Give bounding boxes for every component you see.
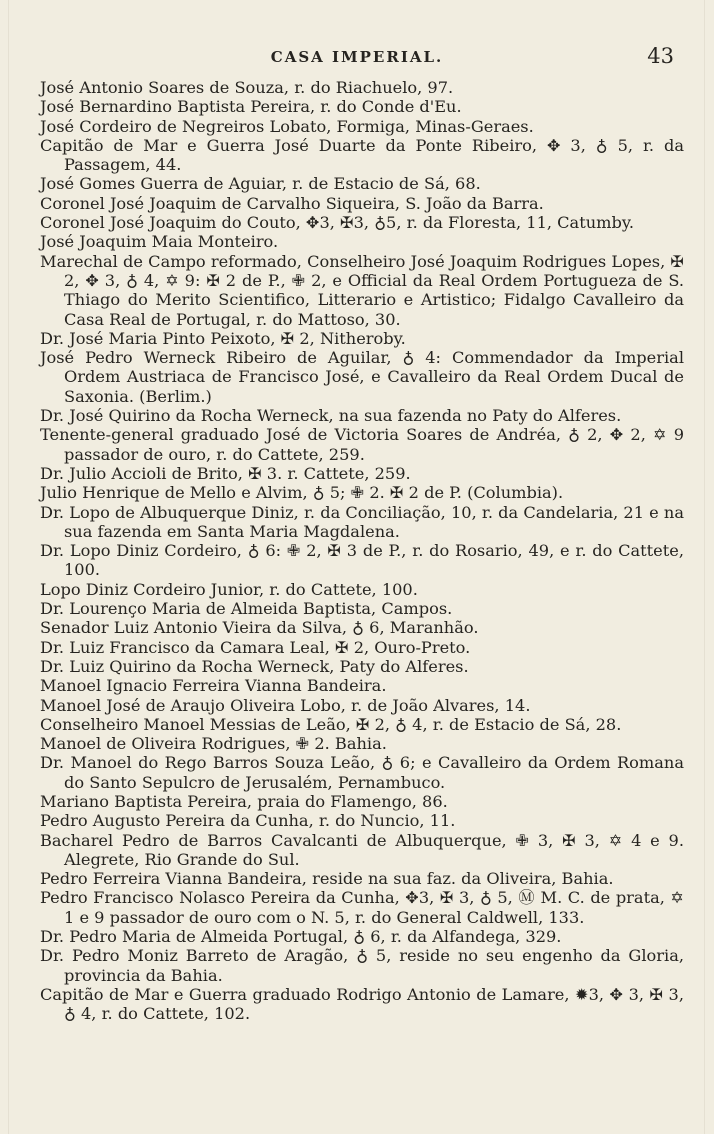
list-item: Capitão de Mar e Guerra graduado Rodrigo Antonio de Lamare, ✹3, ✥ 3, ✠ 3, ♁ 4, r. do Cattete, 102. (40, 984, 684, 1024)
page-number: 43 (647, 44, 674, 68)
list-item: Manoel José de Araujo Oliveira Lobo, r. de João Alvares, 14. (40, 695, 531, 715)
list-item: Dr. José Maria Pinto Peixoto, ✠ 2, Nitheroby. (40, 328, 406, 348)
list-item: Dr. Pedro Moniz Barreto de Aragão, ♁ 5, reside no seu engenho da Gloria, provincia da Bahia. (40, 946, 684, 985)
list-item: José Gomes Guerra de Aguiar, r. de Estacio de Sá, 68. (40, 174, 481, 194)
list-item: Dr. Lourenço Maria de Almeida Baptista, Campos. (40, 599, 453, 619)
list-item: Manoel de Oliveira Rodrigues, ✙ 2. Bahia. (40, 734, 387, 754)
list-item: Conselheiro Manoel Messias de Leão, ✠ 2, ♁ 4, r. de Estacio de Sá, 28. (40, 714, 622, 734)
list-item: Julio Henrique de Mello e Alvim, ♁ 5; ✙ 2. ✠ 2 de P. (Columbia). (40, 483, 564, 503)
list-item: Marechal de Campo reformado, Conselheiro José Joaquim Rodrigues Lopes, ✠ 2, ✥ 3, ♁ 4, ✡ 9: ✠ 2 de P., ✙ 2, e Official da Real Ordem Portugueza de S. Thiago do Merito Scientifico, Litterario e Artistico; Fidalgo Cavalleiro da Casa Real de Portugal, r. do Mattoso, 30. (40, 251, 684, 329)
list-item: José Cordeiro de Negreiros Lobato, Formiga, Minas-Geraes. (40, 116, 534, 136)
list-item: Dr. Luiz Quirino da Rocha Werneck, Paty do Alferes. (40, 656, 469, 676)
list-item: Tenente-general graduado José de Victoria Soares de Andréa, ♁ 2, ✥ 2, ✡ 9 passador de ouro, r. do Cattete, 259. (40, 425, 684, 464)
list-item: Senador Luiz Antonio Vieira da Silva, ♁ 6, Maranhão. (40, 618, 479, 638)
page-title: CASA IMPERIAL. (270, 48, 444, 66)
list-item: Dr. Lopo de Albuquerque Diniz, r. da Conciliação, 10, r. da Candelaria, 21 e na sua fazenda em Santa Maria Magdalena. (40, 502, 684, 541)
list-item: Dr. Luiz Francisco da Camara Leal, ✠ 2, Ouro-Preto. (40, 637, 471, 657)
list-item: Capitão de Mar e Guerra José Duarte da Ponte Ribeiro, ✥ 3, ♁ 5, r. da Passagem, 44. (40, 135, 684, 175)
list-item: José Antonio Soares de Souza, r. do Riachuelo, 97. (40, 78, 454, 97)
directory-list (40, 78, 684, 1024)
list-item: Manoel Ignacio Ferreira Vianna Bandeira. (40, 676, 387, 696)
list-item: José Bernardino Baptista Pereira, r. do Conde d'Eu. (40, 97, 462, 117)
list-item: Coronel José Joaquim de Carvalho Siqueira, S. João da Barra. (40, 193, 544, 213)
list-item: Dr. Lopo Diniz Cordeiro, ♁ 6: ✙ 2, ✠ 3 de P., r. do Rosario, 49, e r. do Cattete, 100. (40, 541, 684, 580)
list-item: José Joaquim Maia Monteiro. (40, 232, 279, 252)
page-header (40, 44, 674, 72)
list-item: Pedro Ferreira Vianna Bandeira, reside na sua faz. da Oliveira, Bahia. (40, 869, 614, 889)
list-item: José Pedro Werneck Ribeiro de Aguilar, ♁ 4: Commendador da Imperial Ordem Austriaca de Francisco José, e Cavalleiro da Real Ordem Ducal de Saxonia. (Berlim.) (40, 348, 684, 406)
list-item: Dr. José Quirino da Rocha Werneck, na sua fazenda no Paty do Alferes. (40, 406, 622, 426)
list-item: Coronel José Joaquim do Couto, ✥3, ✠3, ♁5, r. da Floresta, 11, Catumby. (40, 213, 634, 233)
list-item: Mariano Baptista Pereira, praia do Flamengo, 86. (40, 791, 448, 811)
list-item: Dr. Julio Accioli de Brito, ✠ 3. r. Cattete, 259. (40, 463, 411, 483)
list-item: Pedro Augusto Pereira da Cunha, r. do Nuncio, 11. (40, 811, 456, 831)
list-item: Lopo Diniz Cordeiro Junior, r. do Cattete, 100. (40, 579, 418, 599)
list-item: Bacharel Pedro de Barros Cavalcanti de Albuquerque, ✙ 3, ✠ 3, ✡ 4 e 9. Alegrete, Rio Grande do Sul. (40, 830, 684, 869)
list-item: Dr. Manoel do Rego Barros Souza Leão, ♁ 6; e Cavalleiro da Ordem Romana do Santo Sepulcro de Jerusalém, Pernambuco. (40, 753, 684, 792)
list-item: Pedro Francisco Nolasco Pereira da Cunha, ✥3, ✠ 3, ♁ 5, Ⓜ M. C. de prata, ✡ 1 e 9 passador de ouro com o N. 5, r. do General Caldwell, 133. (40, 888, 684, 927)
list-item: Dr. Pedro Maria de Almeida Portugal, ♁ 6, r. da Alfandega, 329. (40, 927, 562, 947)
